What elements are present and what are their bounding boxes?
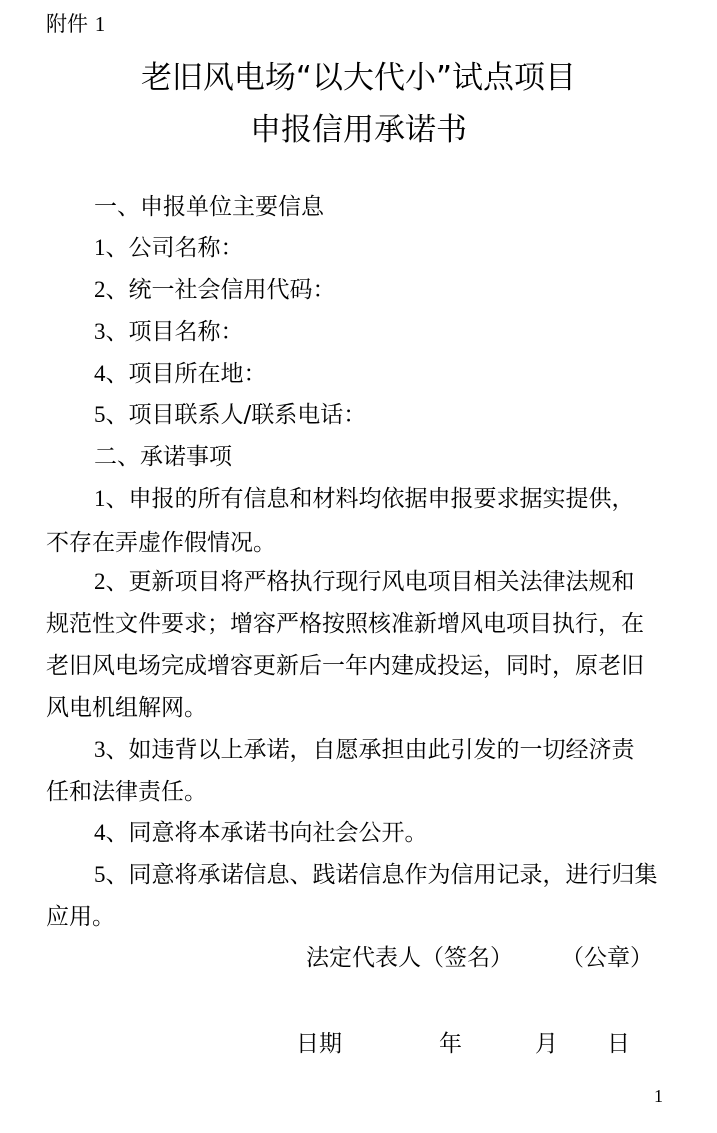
item-text: 、项目所在地： bbox=[105, 361, 267, 387]
commitment-2-line1 bbox=[94, 567, 635, 597]
document-title-line2: 申报信用承诺书 bbox=[250, 112, 467, 148]
item-text: 、项目名称： bbox=[105, 319, 244, 345]
attachment-label bbox=[46, 10, 105, 38]
commitment-1-line1 bbox=[94, 484, 635, 514]
item-number: 3 bbox=[94, 737, 106, 762]
representative-signature-label: 法定代表人（签名） bbox=[306, 945, 513, 971]
date-month-label: 月 bbox=[535, 1031, 558, 1057]
attachment-number: 1 bbox=[94, 12, 106, 36]
item-text: 、项目联系人/联系电话： bbox=[105, 402, 367, 428]
commitment-2-line3: 老旧风电场完成增容更新后一年内建成投运，同时，原老旧 bbox=[46, 653, 644, 679]
item-text: 、如违背以上承诺，自愿承担由此引发的一切经济责 bbox=[105, 737, 635, 763]
attachment-label-text: 附件 bbox=[46, 12, 88, 36]
section1-item-credit-code bbox=[94, 275, 336, 305]
item-number: 1 bbox=[94, 486, 106, 511]
item-number: 4 bbox=[94, 820, 106, 845]
document-title-line1: 老旧风电场“以大代小”试点项目 bbox=[140, 60, 577, 96]
commitment-5-line2: 应用。 bbox=[46, 904, 115, 930]
item-number: 2 bbox=[94, 569, 106, 594]
signature-line bbox=[306, 943, 653, 973]
item-text: 、同意将承诺信息、践诺信息作为信用记录，进行归集 bbox=[105, 862, 658, 888]
commitment-1-line2: 不存在弄虚作假情况。 bbox=[46, 530, 276, 556]
commitment-4-line1 bbox=[94, 818, 428, 848]
item-text: 、更新项目将严格执行现行风电项目相关法律法规和 bbox=[105, 569, 635, 595]
section1-item-project-name bbox=[94, 317, 244, 347]
section1-heading: 一、申报单位主要信息 bbox=[94, 194, 324, 220]
item-number: 1 bbox=[94, 235, 106, 260]
commitment-2-line4: 风电机组解网。 bbox=[46, 695, 207, 721]
commitment-2-line2: 规范性文件要求；增容严格按照核准新增风电项目执行，在 bbox=[46, 611, 644, 637]
section2-heading: 二、承诺事项 bbox=[94, 444, 232, 470]
item-number: 5 bbox=[94, 862, 106, 887]
section1-item-location bbox=[94, 359, 267, 389]
commitment-5-line1 bbox=[94, 860, 658, 890]
date-year-label: 年 bbox=[439, 1031, 462, 1057]
item-text: 、统一社会信用代码： bbox=[105, 277, 336, 303]
item-text: 、公司名称： bbox=[105, 235, 244, 261]
item-text: 、申报的所有信息和材料均依据申报要求据实提供， bbox=[105, 486, 635, 512]
date-label: 日期 bbox=[296, 1031, 342, 1057]
item-number: 3 bbox=[94, 319, 106, 344]
section1-item-company bbox=[94, 233, 244, 263]
page-number: 1 bbox=[654, 1086, 663, 1106]
item-number: 2 bbox=[94, 277, 106, 302]
item-number: 5 bbox=[94, 402, 106, 427]
item-number: 4 bbox=[94, 361, 106, 386]
commitment-3-line1 bbox=[94, 735, 635, 765]
item-text: 、同意将本承诺书向社会公开。 bbox=[105, 820, 428, 846]
official-seal-label: （公章） bbox=[561, 945, 653, 971]
section1-item-contact bbox=[94, 400, 366, 430]
commitment-3-line2: 任和法律责任。 bbox=[46, 779, 207, 805]
date-day-label: 日 bbox=[607, 1031, 630, 1057]
